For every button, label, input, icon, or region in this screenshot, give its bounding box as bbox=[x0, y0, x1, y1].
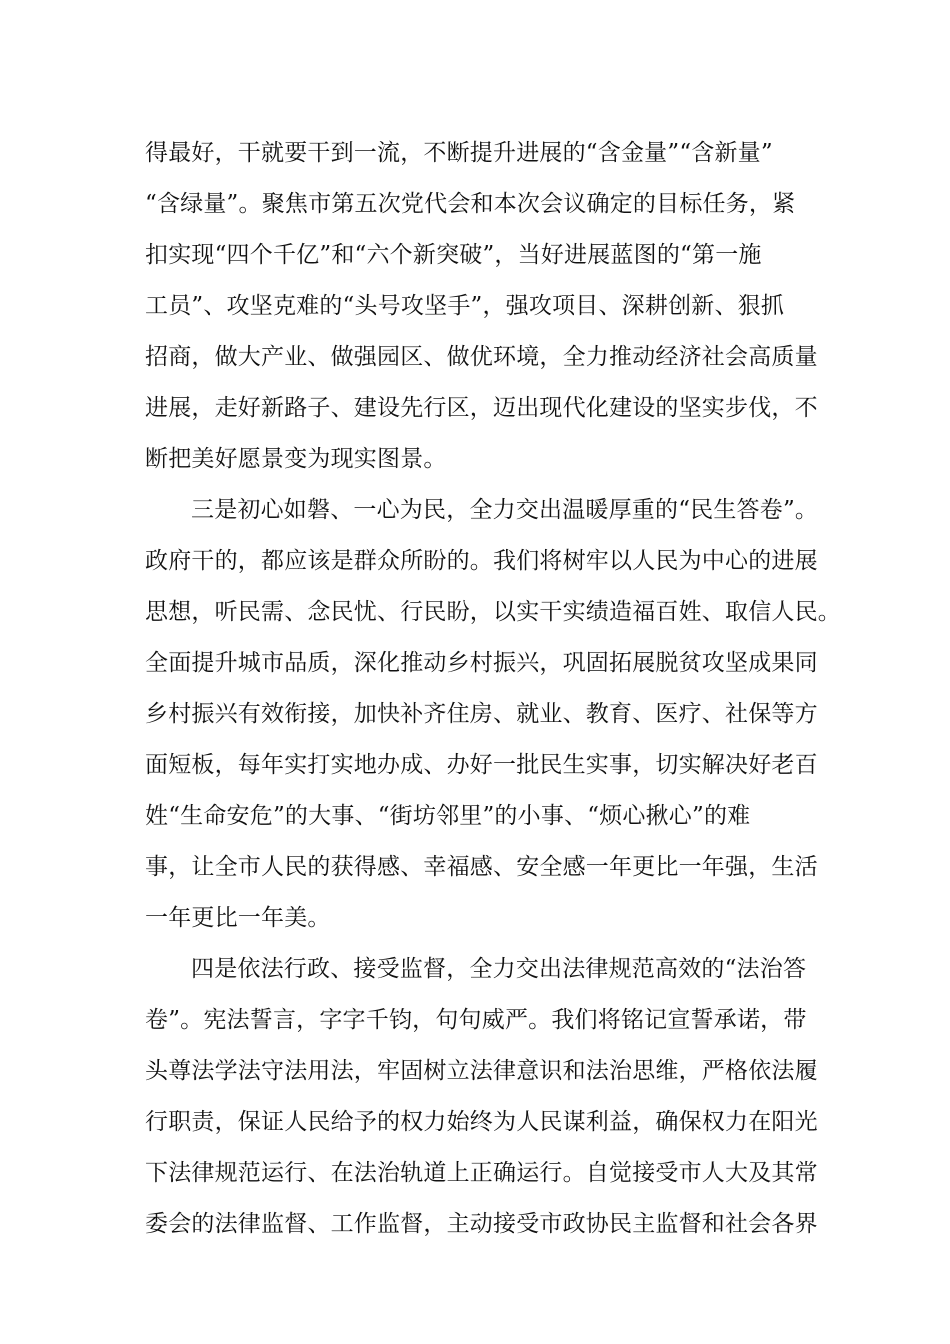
text-line: 乡村振兴有效衔接，加快补齐住房、就业、教育、医疗、社保等方 bbox=[145, 701, 818, 727]
text-line: 思想，听民需、念民忧、行民盼，以实干实绩造福百姓、取信人民。 bbox=[145, 599, 841, 625]
text-line: 政府干的，都应该是群众所盼的。我们将树牢以人民为中心的进展 bbox=[145, 548, 818, 574]
text-line: “含绿量”。聚焦市第五次党代会和本次会议确定的目标任务，紧 bbox=[145, 191, 796, 217]
text-line: 四是依法行政、接受监督，全力交出法律规范高效的“法治答 bbox=[191, 956, 807, 982]
text-line: 得最好，干就要干到一流，不断提升进展的“含金量”“含新量” bbox=[145, 140, 773, 166]
text-line: 三是初心如磐、一心为民，全力交出温暖厚重的“民生答卷”。 bbox=[191, 497, 819, 523]
text-line: 招商，做大产业、做强园区、做优环境，全力推动经济社会高质量 bbox=[145, 344, 818, 370]
paragraph-2 bbox=[145, 485, 841, 944]
text-line: 一年更比一年美。 bbox=[145, 905, 331, 931]
text-line: 行职责，保证人民给予的权力始终为人民谋利益，确保权力在阳光 bbox=[145, 1109, 818, 1135]
text-line: 卷”。宪法誓言，字字千钧，句句威严。我们将铭记宣誓承诺，带 bbox=[145, 1007, 807, 1033]
text-line: 委会的法律监督、工作监督，主动接受市政协民主监督和社会各界 bbox=[145, 1211, 818, 1237]
text-line: 全面提升城市品质，深化推动乡村振兴，巩固拓展脱贫攻坚成果同 bbox=[145, 650, 818, 676]
text-line: 头尊法学法守法用法，牢固树立法律意识和法治思维，严格依法履 bbox=[145, 1058, 818, 1084]
text-line: 面短板，每年实打实地办成、办好一批民生实事，切实解决好老百 bbox=[145, 752, 818, 778]
text-line: 进展，走好新路子、建设先行区，迈出现代化建设的坚实步伐，不 bbox=[145, 395, 818, 421]
text-line: 断把美好愿景变为现实图景。 bbox=[145, 446, 447, 472]
paragraph-3 bbox=[145, 944, 818, 1250]
body-text bbox=[145, 128, 841, 1250]
paragraph-1 bbox=[145, 128, 818, 485]
text-line: 扣实现“四个千亿”和“六个新突破”，当好进展蓝图的“第一施 bbox=[145, 242, 762, 268]
text-line: 姓“生命安危”的大事、“街坊邻里”的小事、“烦心揪心”的难 bbox=[145, 803, 751, 829]
text-line: 工员”、攻坚克难的“头号攻坚手”，强攻项目、深耕创新、狠抓 bbox=[145, 293, 785, 319]
text-line: 下法律规范运行、在法治轨道上正确运行。自觉接受市人大及其常 bbox=[145, 1160, 818, 1186]
text-line: 事，让全市人民的获得感、幸福感、安全感一年更比一年强，生活 bbox=[145, 854, 818, 880]
